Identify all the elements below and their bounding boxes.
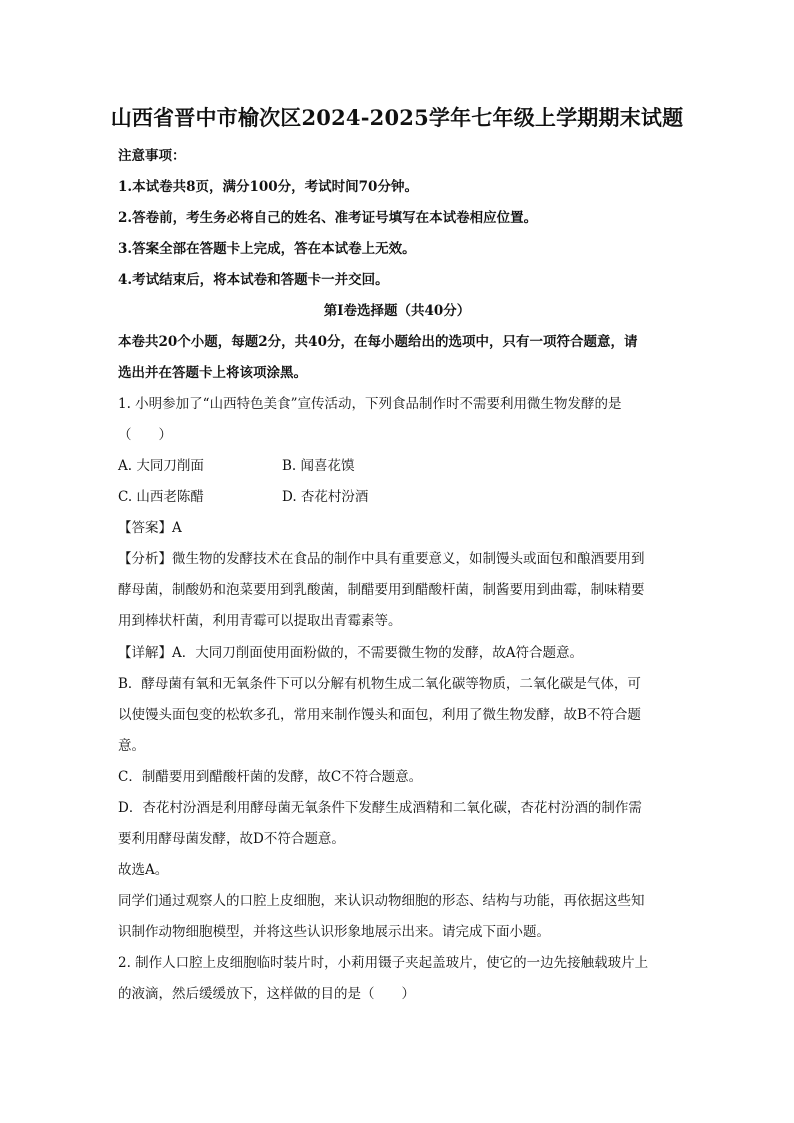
section-intro: 选出并在答题卡上将该项涂黑。 bbox=[118, 365, 307, 381]
notice-item: 2.答卷前，考生务必将自己的姓名、准考证号填写在本试卷相应位置。 bbox=[118, 210, 538, 226]
question-1-option-b: B. 闻喜花馍 bbox=[282, 458, 355, 474]
passage-text: 同学们通过观察人的口腔上皮细胞，来认识动物细胞的形态、结构与功能，再依据这些知 bbox=[118, 893, 645, 909]
question-1-detail: C．制醋要用到醋酸杆菌的发酵，故C不符合题意。 bbox=[118, 769, 423, 785]
question-2-stem: 的液滴，然后缓缓放下，这样做的目的是（ ） bbox=[118, 986, 415, 1002]
question-1-answer: 【答案】A bbox=[118, 520, 182, 536]
section-intro: 本卷共20个小题，每题2分，共40分，在每小题给出的选项中，只有一项符合题意，请 bbox=[118, 334, 638, 350]
notice-item: 3.答案全部在答题卡上完成，答在本试卷上无效。 bbox=[118, 241, 416, 257]
question-1-detail: B．酵母菌有氧和无氧条件下可以分解有机物生成二氧化碳等物质，二氧化碳是气体，可 bbox=[118, 676, 641, 692]
passage-text: 识制作动物细胞模型，并将这些认识形象地展示出来。请完成下面小题。 bbox=[118, 924, 550, 940]
question-1-analysis: 酵母菌，制酸奶和泡菜要用到乳酸菌，制醋要用到醋酸杆菌，制酱要用到曲霉，制味精要 bbox=[118, 582, 645, 598]
question-1-detail: 要利用酵母菌发酵，故D不符合题意。 bbox=[118, 831, 345, 847]
page-title: 山西省晋中市榆次区2024-2025学年七年级上学期期末试题 bbox=[110, 105, 684, 130]
question-1-detail: 【详解】A．大同刀削面使用面粉做的，不需要微生物的发酵，故A符合题意。 bbox=[118, 645, 583, 661]
notice-heading: 注意事项： bbox=[118, 148, 186, 164]
question-1-stem: 1. 小明参加了“山西特色美食”宣传活动，下列食品制作时不需要利用微生物发酵的是 bbox=[118, 396, 622, 412]
question-1-detail: 以使馒头面包变的松软多孔，常用来制作馒头和面包，利用了微生物发酵，故B不符合题 bbox=[118, 707, 641, 723]
question-1-detail: 意。 bbox=[118, 738, 145, 754]
question-1-detail: 故选A。 bbox=[118, 862, 169, 878]
question-1-detail: D．杏花村汾酒是利用酵母菌无氧条件下发酵生成酒精和二氧化碳，杏花村汾酒的制作需 bbox=[118, 800, 642, 816]
question-1-option-a: A. 大同刀削面 bbox=[118, 458, 204, 474]
question-1-option-c: C. 山西老陈醋 bbox=[118, 489, 204, 505]
question-1-analysis: 【分析】微生物的发酵技术在食品的制作中具有重要意义，如制馒头或面包和酿酒要用到 bbox=[118, 551, 645, 567]
question-1-analysis: 用到棒状杆菌，利用青霉可以提取出青霉素等。 bbox=[118, 613, 402, 629]
section-title: 第I卷选择题（共40分） bbox=[323, 303, 471, 319]
question-1-stem: （ ） bbox=[118, 427, 172, 443]
question-1-option-d: D. 杏花村汾酒 bbox=[282, 489, 369, 505]
notice-item: 1.本试卷共8页，满分100分，考试时间70分钟。 bbox=[118, 179, 418, 195]
question-2-stem: 2. 制作人口腔上皮细胞临时装片时，小莉用镊子夹起盖玻片，使它的一边先接触载玻片上 bbox=[118, 955, 649, 971]
notice-item: 4.考试结束后，将本试卷和答题卡一并交回。 bbox=[118, 272, 389, 288]
